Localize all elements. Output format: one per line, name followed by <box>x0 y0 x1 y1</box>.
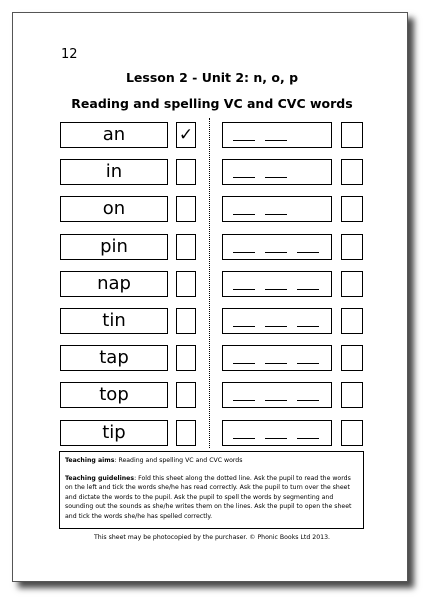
spelling-lines-box[interactable] <box>222 196 332 222</box>
letter-blank-line <box>233 252 255 253</box>
check-mark: ✓ <box>178 124 194 145</box>
letter-blank-line <box>265 140 287 141</box>
word-text: pin <box>100 236 128 257</box>
spelling-tick-box[interactable] <box>341 159 363 185</box>
teaching-aims-text: : Reading and spelling VC and CVC words <box>114 457 243 464</box>
letter-blank-line <box>297 438 319 439</box>
letter-blank-line <box>265 177 287 178</box>
spelling-tick-box[interactable] <box>341 382 363 408</box>
letter-blank-line <box>265 363 287 364</box>
letter-blank-line <box>265 252 287 253</box>
word-box <box>60 159 168 185</box>
word-box <box>60 382 168 408</box>
word-text: nap <box>97 273 131 294</box>
spelling-tick-box[interactable] <box>341 308 363 334</box>
spelling-lines-box[interactable] <box>222 345 332 371</box>
word-text: top <box>99 384 129 405</box>
page-number: 12 <box>61 47 78 62</box>
read-tick-box[interactable] <box>176 234 196 260</box>
letter-blank-line <box>265 438 287 439</box>
letter-blank-line <box>233 363 255 364</box>
teaching-notes-box <box>59 451 364 529</box>
word-text: in <box>105 161 123 182</box>
read-tick-box[interactable] <box>176 382 196 408</box>
letter-blank-line <box>233 140 255 141</box>
read-tick-box[interactable] <box>176 196 196 222</box>
word-text: an <box>102 124 126 145</box>
spelling-tick-box[interactable] <box>341 234 363 260</box>
spelling-lines-box[interactable] <box>222 420 332 446</box>
letter-blank-line <box>233 400 255 401</box>
spelling-tick-box[interactable] <box>341 345 363 371</box>
letter-blank-line <box>297 400 319 401</box>
read-tick-box[interactable] <box>176 345 196 371</box>
spelling-tick-box[interactable] <box>341 420 363 446</box>
word-box <box>60 234 168 260</box>
word-text: on <box>102 198 126 219</box>
letter-blank-line <box>265 326 287 327</box>
word-box <box>60 122 168 148</box>
letter-blank-line <box>265 289 287 290</box>
spelling-lines-box[interactable] <box>222 308 332 334</box>
letter-blank-line <box>233 177 255 178</box>
teaching-guidelines-text: : Fold this sheet along the dotted line. Ask the pupil to read the words on the left and tick the words she/he has read correctly. Ask the pupil to turn over the sheet and dictate the words to the pupil. Ask the pupil to spell the words by segmenting and sounding out the sounds as she/he writes them on the lines. Ask the pupil to open the sheet and tick the words she/he has spelled correctly. <box>65 474 352 520</box>
letter-blank-line <box>265 214 287 215</box>
lesson-title: Lesson 2 - Unit 2: n, o, p <box>125 70 299 85</box>
teaching-aims-label: Teaching aims <box>65 457 115 464</box>
word-text: tap <box>99 347 129 368</box>
letter-blank-line <box>233 326 255 327</box>
read-tick-box[interactable] <box>176 271 196 297</box>
read-tick-box[interactable] <box>176 159 196 185</box>
word-text: tin <box>102 310 126 331</box>
read-tick-box[interactable] <box>176 420 196 446</box>
spelling-tick-box[interactable] <box>341 196 363 222</box>
word-box <box>60 196 168 222</box>
word-box <box>60 271 168 297</box>
word-text: tip <box>102 422 126 443</box>
letter-blank-line <box>297 363 319 364</box>
fold-line <box>209 118 210 448</box>
spelling-lines-box[interactable] <box>222 382 332 408</box>
read-tick-box[interactable] <box>176 122 196 148</box>
spelling-tick-box[interactable] <box>341 122 363 148</box>
letter-blank-line <box>233 214 255 215</box>
word-box <box>60 345 168 371</box>
letter-blank-line <box>233 289 255 290</box>
letter-blank-line <box>297 326 319 327</box>
letter-blank-line <box>297 289 319 290</box>
word-box <box>60 420 168 446</box>
worksheet-subtitle: Reading and spelling VC and CVC words <box>71 96 353 111</box>
spelling-tick-box[interactable] <box>341 271 363 297</box>
letter-blank-line <box>233 438 255 439</box>
word-box <box>60 308 168 334</box>
spelling-lines-box[interactable] <box>222 122 332 148</box>
spelling-lines-box[interactable] <box>222 271 332 297</box>
letter-blank-line <box>297 252 319 253</box>
letter-blank-line <box>265 400 287 401</box>
teaching-guidelines-label: Teaching guidelines <box>65 474 135 482</box>
read-tick-box[interactable] <box>176 308 196 334</box>
copyright-footer: This sheet may be photocopied by the purchaser. © Phonic Books Ltd 2013. <box>94 534 330 541</box>
spelling-lines-box[interactable] <box>222 159 332 185</box>
spelling-lines-box[interactable] <box>222 234 332 260</box>
